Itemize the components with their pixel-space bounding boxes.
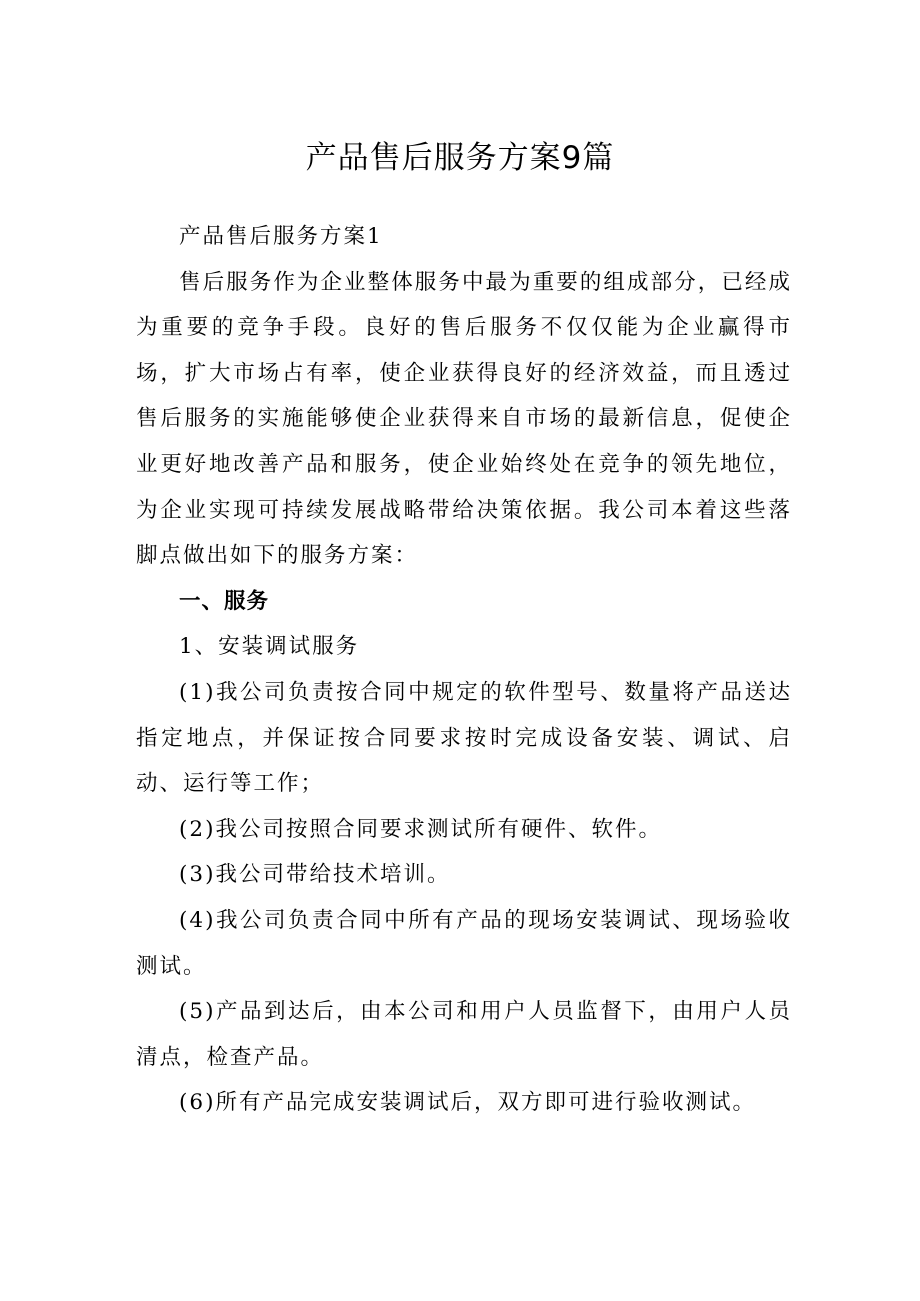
- list-item: (1)我公司负责按合同中规定的软件型号、数量将产品送达指定地点，并保证按合同要求按时完成设备安装、调试、启动、运行等工作；: [136, 679, 792, 797]
- document-body: [136, 214, 792, 1126]
- document-title: 产品售后服务方案9篇: [305, 140, 615, 176]
- intro-paragraph: 售后服务作为企业整体服务中最为重要的组成部分，已经成为重要的竞争手段。良好的售后服务不仅仅能为企业赢得市场，扩大市场占有率，使企业获得良好的经济效益，而且透过售后服务的实施能够使企业获得来自市场的最新信息，促使企业更好地改善产品和服务，使企业始终处在竞争的领先地位，为企业实现可持续发展战略带给决策依据。我公司本着这些落脚点做出如下的服务方案：: [136, 269, 792, 569]
- list-item: (6)所有产品完成安装调试后，双方即可进行验收测试。: [179, 1090, 756, 1116]
- list-item: (4)我公司负责合同中所有产品的现场安装调试、现场验收测试。: [136, 907, 792, 979]
- list-item: (5)产品到达后，由本公司和用户人员监督下，由用户人员清点，检查产品。: [136, 999, 792, 1070]
- section-heading: 一、服务: [179, 588, 270, 614]
- section-subtitle: 产品售后服务方案1: [179, 224, 383, 249]
- list-item: (3)我公司带给技术培训。: [179, 862, 451, 888]
- subsection-heading: 1、安装调试服务: [179, 634, 360, 660]
- list-item: (2)我公司按照合同要求测试所有硬件、软件。: [179, 816, 662, 842]
